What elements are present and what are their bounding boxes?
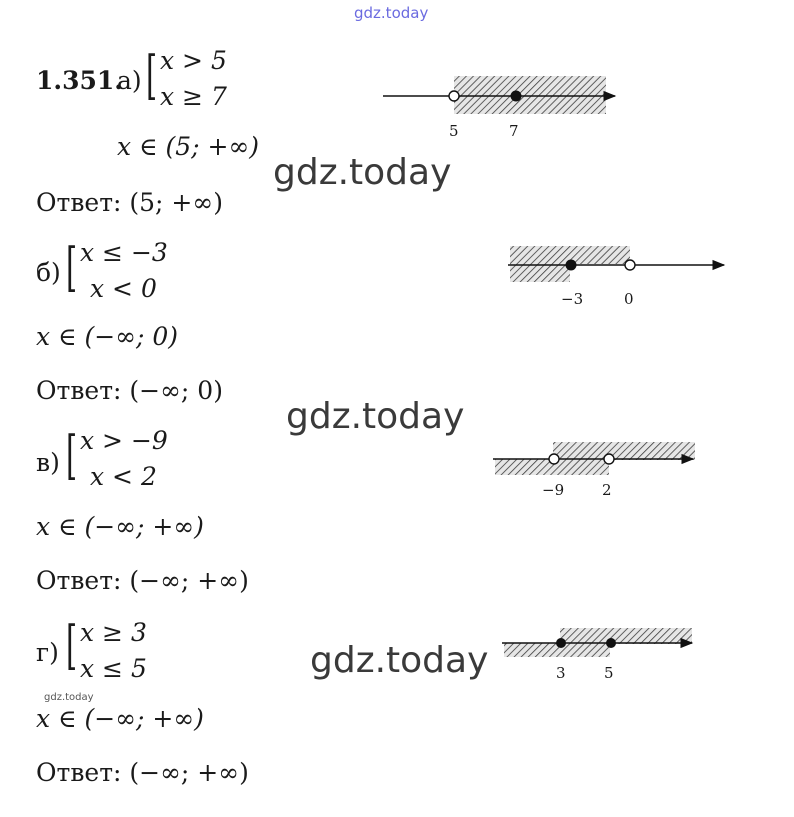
system-line-d2: x ≤ 5	[80, 654, 147, 683]
answer-c: Ответ: (−∞; +∞)	[36, 566, 249, 595]
number-line-a	[383, 74, 623, 144]
point-5-filled	[606, 638, 616, 648]
shaded-region-c-top	[553, 442, 695, 460]
solution-a: x ∈ (5; +∞)	[117, 132, 260, 161]
system-line-b1: x ≤ −3	[80, 238, 168, 267]
answer-d: Ответ: (−∞; +∞)	[36, 758, 249, 787]
watermark-small: gdz.today	[44, 692, 94, 703]
answer-a: Ответ: (5; +∞)	[36, 188, 223, 217]
point-minus3-filled	[566, 260, 577, 271]
tick-label-0: 0	[624, 290, 634, 308]
tick-label-3: 3	[556, 664, 566, 682]
point-7-filled	[511, 91, 522, 102]
part-label-d: г)	[36, 638, 59, 667]
solution-c: x ∈ (−∞; +∞)	[36, 512, 204, 541]
solution-b: x ∈ (−∞; 0)	[36, 322, 179, 351]
part-label-c: в)	[36, 448, 60, 477]
tick-label-minus9: −9	[542, 481, 565, 499]
tick-label-minus3: −3	[561, 290, 584, 308]
tick-label-5: 5	[449, 122, 459, 140]
system-line-c2: x < 2	[90, 462, 157, 491]
system-line-a2: x ≥ 7	[160, 82, 227, 111]
problem-number: 1.351.	[36, 66, 123, 95]
part-label-b: б)	[36, 258, 61, 287]
part-label-a: а)	[117, 66, 142, 95]
point-minus9-open	[549, 454, 559, 464]
watermark-main-2: gdz.today	[286, 396, 465, 437]
system-line-c1: x > −9	[80, 426, 168, 455]
answer-b: Ответ: (−∞; 0)	[36, 376, 223, 405]
system-bracket-a: [	[146, 46, 158, 106]
system-bracket-b: [	[66, 238, 78, 298]
shaded-region-b-bottom	[510, 264, 570, 282]
system-line-d1: x ≥ 3	[80, 618, 147, 647]
watermark-top: gdz.today	[354, 4, 429, 22]
point-2-open	[604, 454, 614, 464]
number-line-c	[493, 440, 703, 480]
solution-d: x ∈ (−∞; +∞)	[36, 704, 204, 733]
tick-label-7: 7	[509, 122, 519, 140]
system-bracket-d: [	[66, 616, 78, 676]
system-line-a1: x > 5	[160, 46, 227, 75]
watermark-main-3: gdz.today	[310, 640, 489, 681]
point-0-open	[625, 260, 635, 270]
number-line-d	[502, 626, 702, 662]
point-5-open	[449, 91, 459, 101]
number-line-b	[508, 244, 738, 294]
system-bracket-c: [	[66, 426, 78, 486]
point-3-filled	[556, 638, 566, 648]
shaded-region-d-top	[560, 628, 692, 644]
tick-label-2: 2	[602, 481, 612, 499]
system-line-b2: x < 0	[90, 274, 157, 303]
shaded-region-a	[454, 76, 606, 114]
watermark-main-1: gdz.today	[273, 152, 452, 193]
tick-label-5-d: 5	[604, 664, 614, 682]
